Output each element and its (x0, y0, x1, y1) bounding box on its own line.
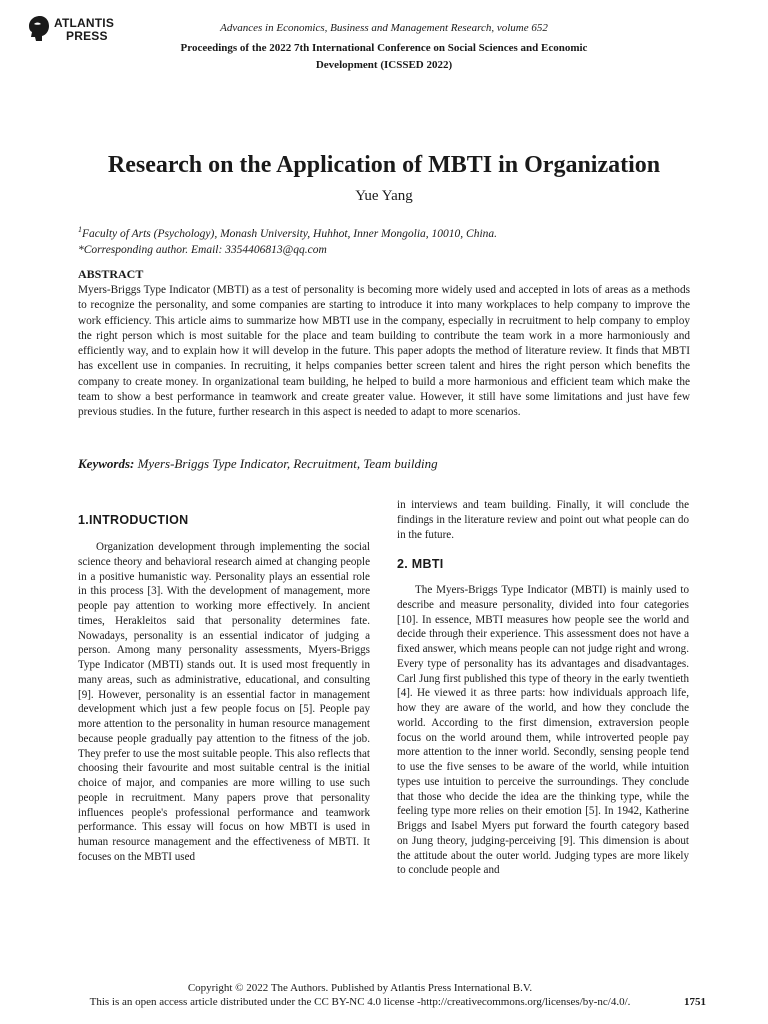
introduction-paragraph: Organization development through implementing the social science theory and behavioral research aimed at changing people in a positive humanistic way. Personality plays an essential role in this process [3]. With the development of management, more people pay attention to working more effectively. In ancient times, Herakleitos said that personality determines fate. Nowadays, personality is an essential indicator of judging a person. Among many personality assessments, Myers-Briggs Type Indicator (MBTI) stands out. It is used most frequently in many areas, such as administrative, educational, and consulting [9]. However, personality is an essential factor in management development which just a few people focus on [5]. People pay more attention to the personality in human resource management because people gradually pay attention to the fitness of the job. They prefer to use the most suitable people. This also reflects that choosing their favourite and most suitable central is the initial choice of major, and companies are more willing to use such people in recruitment. Many papers prove that personality influences people's professional performance and teamwork performance. This essay will focus on how MBTI is used in human resource management and the effectiveness of MBTI. It focuses on the MBTI used (78, 541, 370, 863)
left-column (78, 540, 370, 865)
license-line: This is an open access article distributed under the CC BY-NC 4.0 license -http://creativecommons.org/licenses/by-nc/4.0/. (89, 996, 631, 1008)
page-number: 1751 (684, 996, 706, 1008)
atlantis-head-icon (26, 14, 52, 44)
right-column-top (397, 498, 689, 542)
section-heading-mbti: 2. MBTI (397, 557, 444, 571)
proceedings-header: Proceedings of the 2022 7th International Conference on Social Sciences and Economic Development (ICSSED 2022) (180, 42, 588, 71)
paper-author: Yue Yang (355, 188, 413, 204)
keywords-text: Myers-Briggs Type Indicator, Recruitment, Team building (134, 456, 438, 471)
right-column (397, 583, 689, 878)
abstract-text: Myers-Briggs Type Indicator (MBTI) as a test of personality is becoming more widely used and accepted in lots of areas as a methods to recognize the personality, and some companies are starting to introduce it into many workplaces to help company to improve the work efficiency. This article aims to summarize how MBTI use in the company, especially in recruitment to help company to employ the right person which is most suitable for the place and team building to contribute the team work in a more harmoniously and efficiently way, and to explain how it will develop in the future. This paper adopts the method of literature review. It finds that MBTI has excellent use in companies. In recruiting, it helps companies better screen talent and hires the right person which benefits the company to create money. In organizational team building, he helped to build a more harmonious and efficient team which make the team to show a best performance in teamwork and create greater value. However, it still have some limitations and just have few previous studies. In the future, further research in this aspect is needed to adapt to more scenarios. (78, 284, 690, 419)
abstract-heading: ABSTRACT (78, 267, 144, 281)
series-header: Advances in Economics, Business and Management Research, volume 652 (220, 22, 548, 34)
affiliation-text: Faculty of Arts (Psychology), Monash University, Huhhot, Inner Mongolia, 10010, China. (82, 227, 498, 240)
publisher-logo (26, 14, 126, 48)
logo-line-2: PRESS (66, 29, 108, 43)
paper-title: Research on the Application of MBTI in Organization (107, 152, 661, 178)
affiliations (78, 222, 690, 258)
mbti-paragraph: The Myers-Briggs Type Indicator (MBTI) is mainly used to describe and measure personality, divided into four categories [10]. In essence, MBTI measures how people see the world and decide through their experience. This assessment does not have a fixed answer, which means people can not judge right and wrong. Every type of personality has its advantages and disadvantages. Carl Jung first published this type of theory in the early twentieth [4]. He viewed it as three parts: how individuals approach life, how they are aware of the world, and how they conclude the world. According to the first dimension, extraversion people focus on the world around them, while introverted people pay more attention to the inner world. Secondly, sensing people tend to use the five senses to be aware of the world, while intuition types use intuition to perceive the surroundings. They conclude that those who decide the idea are the thinking type, while the feeling type more relies on their emotion [5]. In 1942, Katherine Briggs and Isabel Myers put forward the fourth category based on Jung theory, judging-perceiving [9]. This dimension is about the attitude about the outer world. Judging types are more likely to conclude people and (397, 584, 689, 877)
copyright-line: Copyright © 2022 The Authors. Published by Atlantis Press International B.V. (187, 982, 533, 994)
introduction-continued: in interviews and team building. Finally, it will conclude the findings in the literature review and point out what people can do in the future. (397, 499, 689, 541)
logo-line-1: ATLANTIS (54, 16, 115, 30)
section-heading-introduction: 1.INTRODUCTION (78, 513, 189, 527)
affiliation-marker: 1 (78, 225, 82, 234)
keywords (78, 456, 690, 472)
corresponding-author: *Corresponding author. Email: 3354406813@qq.com (78, 243, 327, 256)
keywords-label: Keywords: (78, 456, 135, 471)
affiliation-line (78, 222, 690, 242)
logo-wordmark (54, 17, 114, 43)
